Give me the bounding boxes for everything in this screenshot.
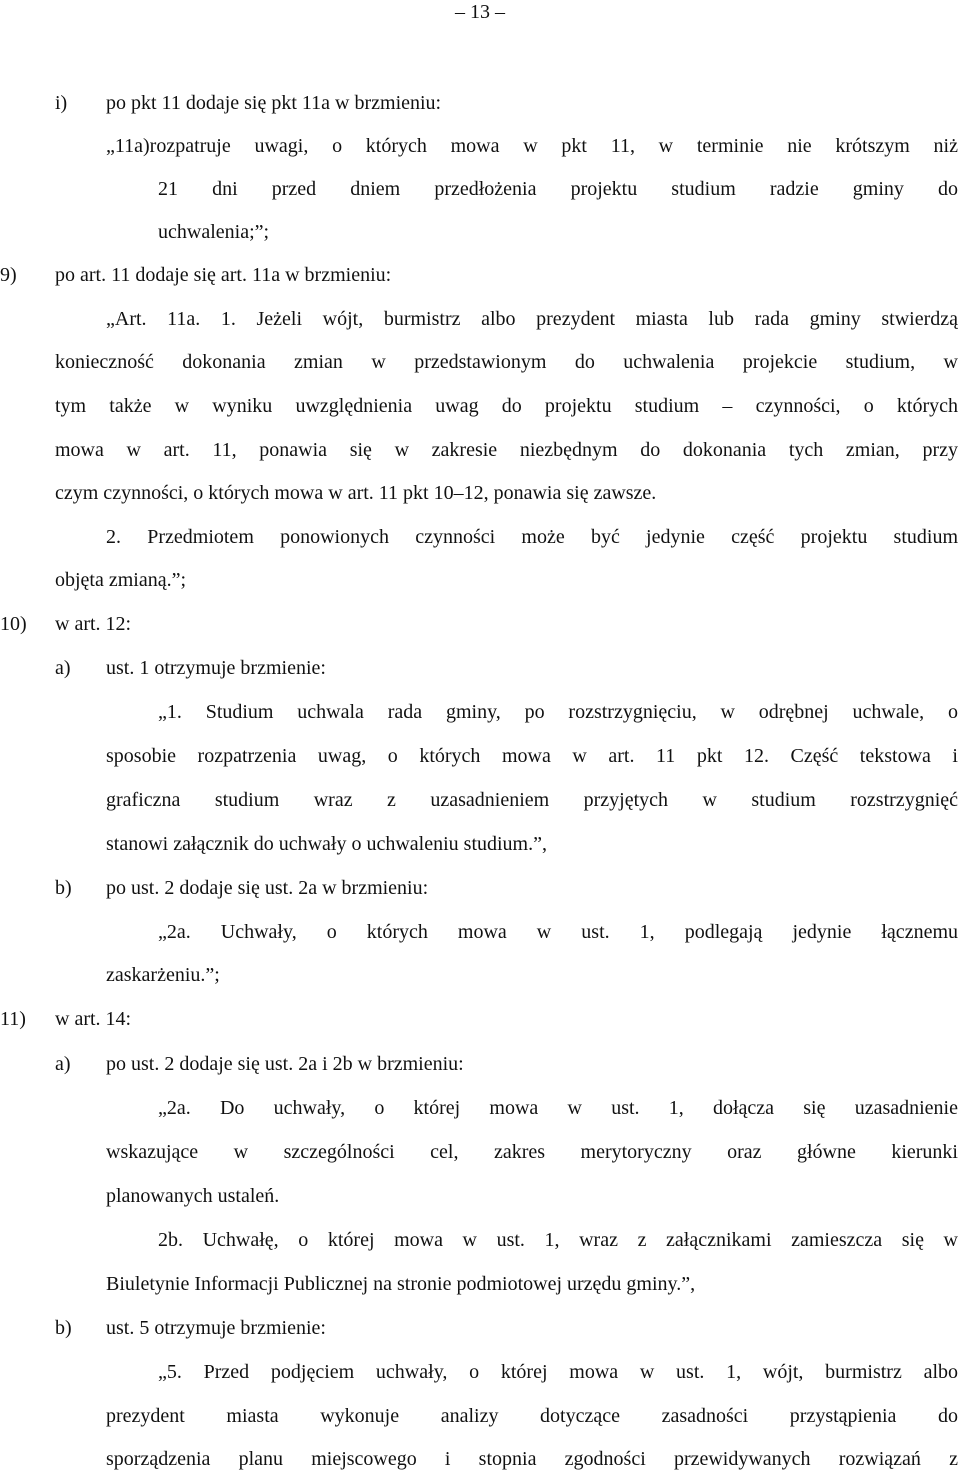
text-line: „1. Studium uchwala rada gminy, po rozstrzygnięciu, w odrębnej uchwale, o bbox=[158, 701, 958, 723]
text-line: tym także w wyniku uwzględnienia uwag do projektu studium – czynności, o których bbox=[55, 395, 958, 417]
text-line: po art. 11 dodaje się art. 11a w brzmieniu: bbox=[55, 264, 392, 286]
text-line: zaskarżeniu.”; bbox=[106, 964, 220, 986]
text-line: 2b. Uchwałę, o której mowa w ust. 1, wraz z załącznikami zamieszcza się w bbox=[158, 1229, 958, 1251]
text-line: graficzna studium wraz z uzasadnieniem przyjętych w studium rozstrzygnięć bbox=[106, 789, 958, 811]
text-line: po pkt 11 dodaje się pkt 11a w brzmieniu: bbox=[106, 92, 442, 114]
text-line: sposobie rozpatrzenia uwag, o których mowa w art. 11 pkt 12. Część tekstowa i bbox=[106, 745, 958, 767]
text-line: planowanych ustaleń. bbox=[106, 1185, 280, 1207]
text-line: mowa w art. 11, ponawia się w zakresie niezbędnym do dokonania tych zmian, przy bbox=[55, 439, 958, 461]
text-line: po ust. 2 dodaje się ust. 2a i 2b w brzmieniu: bbox=[106, 1053, 464, 1075]
item-label-i: i) bbox=[55, 92, 68, 114]
text-line: wskazujące w szczególności cel, zakres merytoryczny oraz główne kierunki bbox=[106, 1141, 958, 1163]
text-line: po ust. 2 dodaje się ust. 2a w brzmieniu: bbox=[106, 877, 429, 899]
text-line: 21 dni przed dniem przedłożenia projektu studium radzie gminy do bbox=[158, 178, 958, 200]
item-label-10: 10) bbox=[0, 613, 27, 635]
item-label-11: 11) bbox=[0, 1008, 26, 1030]
text-line: czym czynności, o których mowa w art. 11 pkt 10–12, ponawia się zawsze. bbox=[55, 482, 657, 504]
text-line: „Art. 11a. 1. Jeżeli wójt, burmistrz albo prezydent miasta lub rada gminy stwierdzą bbox=[106, 308, 958, 330]
item-label-a: a) bbox=[55, 1053, 71, 1075]
text-line: 2. Przedmiotem ponowionych czynności może być jedynie część projektu studium bbox=[106, 526, 958, 548]
text-line: „5. Przed podjęciem uchwały, o której mowa w ust. 1, wójt, burmistrz albo bbox=[158, 1361, 958, 1383]
item-label-9: 9) bbox=[0, 264, 17, 286]
text-line: stanowi załącznik do uchwały o uchwaleniu studium.”, bbox=[106, 833, 547, 855]
text-line: „2a. Do uchwały, o której mowa w ust. 1, dołącza się uzasadnienie bbox=[158, 1097, 958, 1119]
text-line: konieczność dokonania zmian w przedstawionym do uchwalenia projekcie studium, w bbox=[55, 351, 958, 373]
text-line: ust. 5 otrzymuje brzmienie: bbox=[106, 1317, 326, 1339]
text-line: w art. 14: bbox=[55, 1008, 132, 1030]
text-line: uchwalenia;”; bbox=[158, 221, 270, 243]
item-label-a: a) bbox=[55, 657, 71, 679]
text-line: objęta zmianą.”; bbox=[55, 569, 187, 591]
page-number: – 13 – bbox=[455, 1, 505, 23]
text-line: „2a. Uchwały, o których mowa w ust. 1, podlegają jedynie łącznemu bbox=[158, 921, 958, 943]
text-line: w art. 12: bbox=[55, 613, 132, 635]
text-line: prezydent miasta wykonuje analizy dotyczące zasadności przystąpienia do bbox=[106, 1405, 958, 1427]
text-line: Biuletynie Informacji Publicznej na stronie podmiotowej urzędu gminy.”, bbox=[106, 1273, 696, 1295]
text-line: sporządzenia planu miejscowego i stopnia zgodności przewidywanych rozwiązań z bbox=[106, 1448, 958, 1470]
item-label-b: b) bbox=[55, 1317, 72, 1339]
text-line: ust. 1 otrzymuje brzmienie: bbox=[106, 657, 326, 679]
text-line: „11a)rozpatruje uwagi, o których mowa w pkt 11, w terminie nie krótszym niż bbox=[106, 135, 958, 157]
item-label-b: b) bbox=[55, 877, 72, 899]
